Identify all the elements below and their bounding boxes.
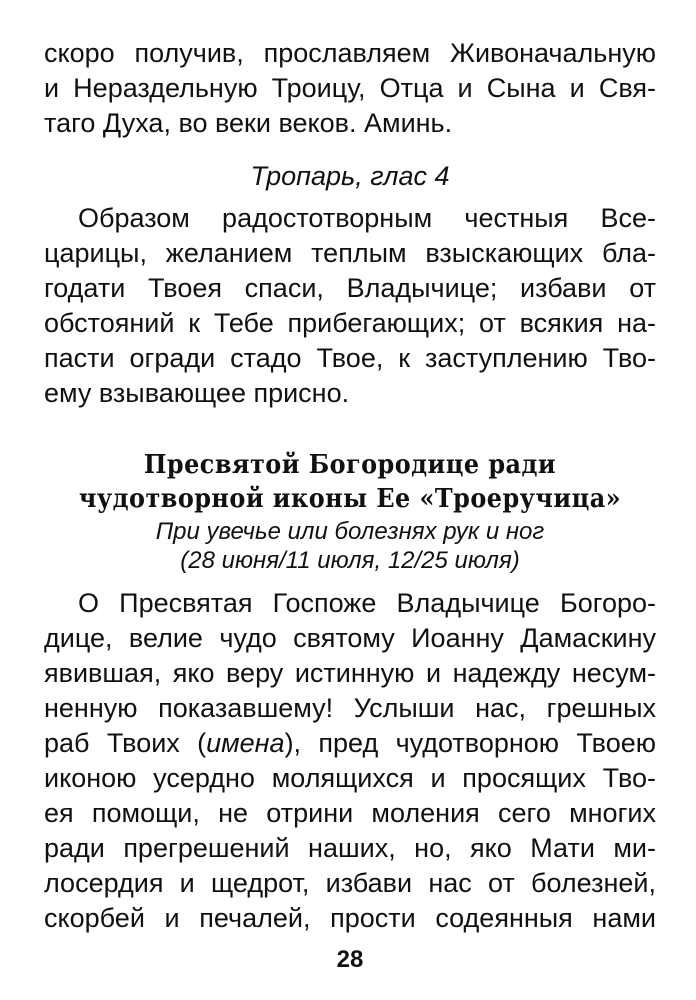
text-line: царицы, желанием теплым взыскающих бла- <box>44 238 656 268</box>
prayer-date: (28 июня/11 июля, 12/25 июля) <box>180 547 520 574</box>
text-line: пасти огради стадо Твое, к заступлению Тво- <box>44 343 656 373</box>
text-line: обстояний к Тебе прибегающих; от всякия на- <box>44 308 656 338</box>
text-line: ему взывающее присно. <box>44 378 350 408</box>
text-line: Образом радостотворным честныя Все- <box>78 203 656 233</box>
text-line: дице, велие чудо святому Иоанну Дамаскину <box>44 623 656 653</box>
text-line: явившая, яко веру истинную и надежду несум- <box>44 658 656 688</box>
text-line: ея помощи, не отрини моления сего многих <box>44 798 656 828</box>
text-span: раб Твоих ( <box>44 728 207 758</box>
text-line: О Пресвятая Госпоже Владычице Богоро- <box>78 588 656 618</box>
text-line: и Нераздельную Троицу, Отца и Сына и Свя- <box>44 73 656 103</box>
book-page <box>44 0 656 1000</box>
text-line: скорбей и печалей, прости содеянныя нами <box>44 903 656 933</box>
text-line: таго Духа, во веки веков. Аминь. <box>44 108 453 138</box>
page-number: 28 <box>336 946 364 973</box>
prayer-title: Пресвятой Богородице ради <box>143 450 557 480</box>
names-placeholder: имена <box>206 728 285 758</box>
text-line: годати Твоея спаси, Владычице; избави от <box>44 273 656 303</box>
text-line: иконою усердно молящихся и просящих Тво- <box>44 763 656 793</box>
text-line: лосердия и щедрот, избави нас от болезней, <box>44 868 656 898</box>
text-line: ради прегрешений наших, но, яко Мати ми- <box>44 833 656 863</box>
text-line: ненную показавшему! Услыши нас, грешных <box>44 693 656 723</box>
text-span: ), пред чудотворною Твоею <box>284 728 657 758</box>
text-line: скоро получив, прославляем Живоначальную <box>44 38 656 68</box>
text-line <box>44 726 656 760</box>
prayer-title: чудотворной иконы Ее «Троеручица» <box>78 484 622 514</box>
prayer-subtitle: При увечье или болезнях рук и ног <box>155 518 545 545</box>
troparion-heading: Тропарь, глас 4 <box>250 161 450 191</box>
